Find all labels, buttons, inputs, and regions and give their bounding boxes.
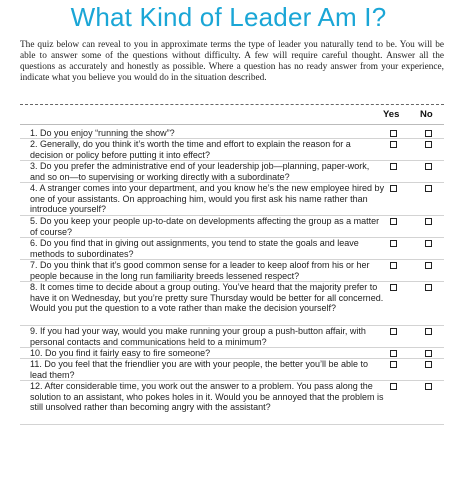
yes-checkbox[interactable] — [390, 361, 397, 368]
yes-checkbox[interactable] — [390, 218, 397, 225]
question-row — [20, 358, 444, 381]
question-number: 9. — [30, 326, 38, 336]
yes-checkbox[interactable] — [390, 328, 397, 335]
question-text — [30, 238, 386, 259]
no-checkbox[interactable] — [425, 185, 432, 192]
no-checkbox[interactable] — [425, 284, 432, 291]
question-text — [30, 326, 386, 347]
question-row — [20, 380, 444, 425]
question-number: 3. — [30, 161, 38, 171]
question-body: Do you keep your people up-to-date on developments affecting the group as a matter of course? — [30, 216, 380, 237]
yes-checkbox[interactable] — [390, 185, 397, 192]
question-number: 5. — [30, 216, 38, 226]
question-row — [20, 182, 444, 216]
question-text — [30, 183, 386, 215]
question-text — [30, 128, 386, 139]
question-number: 7. — [30, 260, 38, 270]
question-text — [30, 161, 386, 182]
question-number: 2. — [30, 139, 38, 149]
no-checkbox[interactable] — [425, 130, 432, 137]
question-body: Do you find that in giving out assignments, you tend to state the goals and leave methods to subordinates? — [30, 238, 359, 259]
yes-checkbox[interactable] — [390, 262, 397, 269]
question-text — [30, 260, 386, 281]
question-row — [20, 160, 444, 183]
dashed-divider — [20, 104, 444, 105]
question-number: 1. — [30, 128, 38, 138]
no-checkbox[interactable] — [425, 328, 432, 335]
question-number: 6. — [30, 238, 38, 248]
question-number: 4. — [30, 183, 38, 193]
no-checkbox[interactable] — [425, 361, 432, 368]
question-row — [20, 237, 444, 260]
yes-checkbox[interactable] — [390, 163, 397, 170]
header-divider — [20, 124, 444, 125]
no-checkbox[interactable] — [425, 218, 432, 225]
question-row — [20, 215, 444, 238]
question-text — [30, 216, 386, 237]
question-text — [30, 381, 386, 413]
question-row — [20, 138, 444, 161]
no-column-header: No — [420, 109, 433, 120]
question-row — [20, 325, 444, 348]
question-number: 12. — [30, 381, 43, 391]
no-checkbox[interactable] — [425, 350, 432, 357]
yes-checkbox[interactable] — [390, 284, 397, 291]
question-body: It comes time to decide about a group outing. You’ve heard that the majority prefer to have it on Wednesday, but you’re pretty sure Thursday would be better for all concerned. Would you put the question to a vote rather than make the decision yourself? — [30, 282, 384, 314]
no-checkbox[interactable] — [425, 163, 432, 170]
question-body: If you had your way, would you make running your group a push-button affair, with personal contacts and communications held to a minimum? — [30, 326, 366, 347]
no-checkbox[interactable] — [425, 262, 432, 269]
question-body: Do you think that it’s good common sense for a leader to keep aloof from his or her people because in the long run familiarity breeds lessened respect? — [30, 260, 370, 281]
yes-checkbox[interactable] — [390, 350, 397, 357]
page-title: What Kind of Leader Am I? — [70, 2, 387, 32]
question-row — [20, 259, 444, 282]
question-body: A stranger comes into your department, and you know he’s the new employee hired by one of your assistants. On approaching him, would you first ask his name rather than introduce yourself? — [30, 183, 385, 215]
question-body: Do you prefer the administrative end of your leadership job—planning, paper-work, and so on—to supervising or working directly with a subordinate? — [30, 161, 370, 182]
question-body: Do you find it fairly easy to fire someone? — [45, 348, 211, 358]
question-body: After considerable time, you work out the answer to a problem. You pass along the solution to an assistant, who pokes holes in it. Would you be annoyed that the problem is still unsolved rather than becoming angry with the assistant? — [30, 381, 384, 413]
question-number: 8. — [30, 282, 38, 292]
question-body: Do you enjoy “running the show”? — [40, 128, 175, 138]
question-text — [30, 359, 386, 380]
question-number: 11. — [30, 359, 42, 369]
no-checkbox[interactable] — [425, 141, 432, 148]
question-number: 10. — [30, 348, 43, 358]
yes-checkbox[interactable] — [390, 141, 397, 148]
yes-checkbox[interactable] — [390, 130, 397, 137]
question-text — [30, 139, 386, 160]
no-checkbox[interactable] — [425, 240, 432, 247]
question-text — [30, 348, 386, 359]
no-checkbox[interactable] — [425, 383, 432, 390]
question-body: Generally, do you think it’s worth the time and effort to explain the reason for a decision or policy before putting it into effect? — [30, 139, 351, 160]
question-text — [30, 282, 386, 314]
yes-checkbox[interactable] — [390, 383, 397, 390]
intro-paragraph: The quiz below can reveal to you in approximate terms the type of leader you naturally tend to be. You will be able to answer some of the questions without difficulty. A few will require careful thought. Answer all the questions as accurately and honestly as possible. Where a question has no ready answer from your experience, indicate what you believe you would do in the situation described. — [20, 40, 444, 83]
yes-checkbox[interactable] — [390, 240, 397, 247]
question-body: Do you feel that the friendlier you are with your people, the better you’ll be able to lead them? — [30, 359, 369, 380]
question-row — [20, 281, 444, 326]
yes-column-header: Yes — [383, 109, 400, 120]
